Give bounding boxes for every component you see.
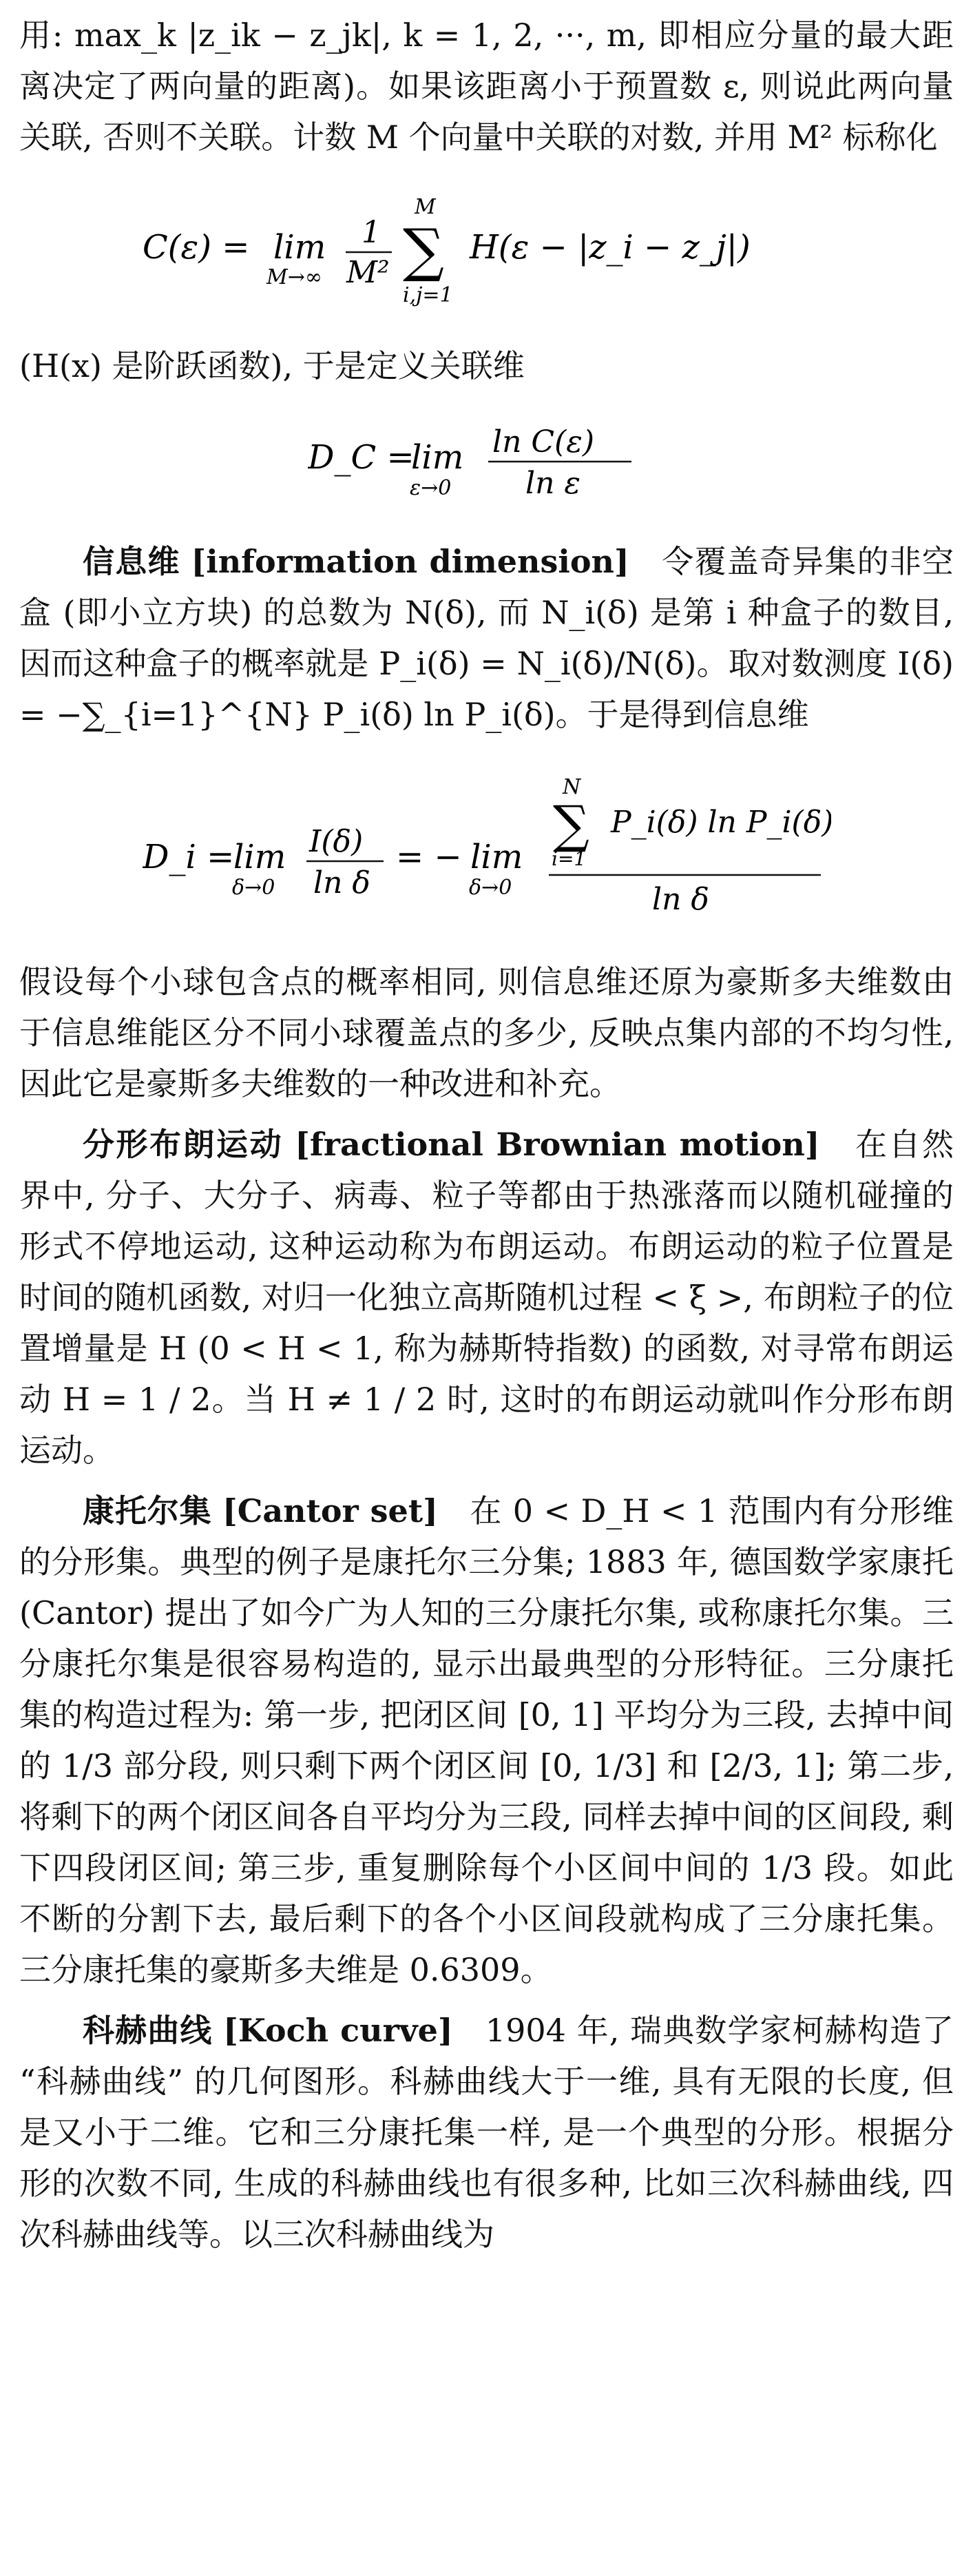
term-fbm-en: [fractional Brownian motion] — [295, 1126, 820, 1163]
dc-num: ln C(ε) — [492, 424, 594, 460]
di-lim: lim — [233, 838, 286, 876]
di-den1: ln δ — [313, 865, 370, 900]
di-sum-sign: ∑ — [552, 795, 589, 854]
section-information-dimension — [19, 536, 954, 740]
corr-frac-den: M² — [346, 255, 390, 290]
equation-di-svg — [143, 779, 831, 930]
di-lim2-sub: δ→0 — [468, 876, 512, 900]
term-cantor-en: [Cantor set] — [222, 1492, 438, 1529]
di-sum-bot: i=1 — [551, 847, 586, 870]
corr-sum-sign: ∑ — [402, 216, 444, 284]
term-information-dimension-en: [information dimension] — [191, 543, 629, 580]
dc-lhs: D_C = — [307, 438, 415, 477]
corr-lhs: C(ε) = — [142, 228, 249, 267]
term-cantor-zh: 康托尔集 — [83, 1492, 212, 1529]
corr-sum-top: M — [414, 195, 436, 219]
di-den2: ln δ — [651, 882, 709, 917]
equation-information-dimension — [19, 779, 954, 930]
equation-dc-svg — [308, 412, 666, 508]
di-num1: I(δ) — [308, 824, 363, 859]
paragraph-correlation-intro: 用: max_k |z_ik − z_jk|, k = 1, 2, ···, m, 即相应分量的最大距离决定了两向量的距离)。如果该距离小于预置数 ε, 则说此两向量关联, 否则不关联。计数 M 个向量中关联的对数, 并用 M² 标称化 — [19, 17, 954, 156]
dc-lim-sub: ε→0 — [409, 476, 451, 500]
di-lim-sub: δ→0 — [231, 876, 275, 900]
term-information-dimension-zh: 信息维 — [83, 543, 180, 580]
di-num2-tail: P_i(δ) ln P_i(δ) — [610, 805, 831, 840]
cantor-body: 在 0 < D_H < 1 范围内有分形维的分形集。典型的例子是康托尔三分集; 1883 年, 德国数学家康托 (Cantor) 提出了如今广为人知的三分康托尔集, 或称康托尔集。三分康托尔集是很容易构造的, 显示出最典型的分形特征。三分康托集的构造过程为: 第一步, 把闭区间 [0, 1] 平均分为三段, 去掉中间的 1/3 部分段, 则只剩下两个闭区间 [0, 1/3] 和 [2/3, 1]; 第二步, 将剩下的两个闭区间各自平均分为三段, 同样去掉中间的区间段, 剩下四段闭区间; 第三步, 重复删除每个小区间中间的 1/3 段。如此不断的分割下去, 最后剩下的各个小区间段就构成了三分康托集。三分康托集的豪斯多夫维是 0.6309。 — [19, 1492, 954, 1988]
paragraph-information-dimension-note: 假设每个小球包含点的概率相同, 则信息维还原为豪斯多夫维数由于信息维能区分不同小球覆盖点的多少, 反映点集内部的不均匀性, 因此它是豪斯多夫维数的一种改进和补充。 — [19, 963, 954, 1102]
dc-den: ln ε — [525, 466, 580, 501]
corr-lim-sub: M→∞ — [266, 265, 322, 289]
corr-sum-bot: i,j=1 — [402, 283, 453, 307]
term-koch-en: [Koch curve] — [223, 2012, 453, 2049]
paragraph-step-function: (H(x) 是阶跃函数), 于是定义关联维 — [19, 347, 525, 384]
corr-frac-num: 1 — [361, 215, 381, 250]
di-lhs: D_i = — [142, 838, 234, 876]
corr-rhs: H(ε − |z_i − z_j|) — [469, 228, 751, 267]
term-koch-zh: 科赫曲线 — [83, 2012, 213, 2049]
di-lim2: lim — [470, 838, 523, 876]
term-fbm-zh: 分形布朗运动 — [83, 1126, 284, 1163]
section-cantor-set — [19, 1485, 954, 1995]
equation-correlation-svg — [143, 193, 831, 310]
information-dimension-body: 令覆盖奇异集的非空盒 (即小立方块) 的总数为 N(δ), 而 N_i(δ) 是第 i 种盒子的数目, 因而这种盒子的概率就是 P_i(δ) = N_i(δ)/N(δ)。取对数测度 I(δ) = −∑_{i=1}^{N} P_i(δ) ln P_i(δ)。于是得到信息维 — [19, 543, 954, 733]
section-fractional-brownian-motion — [19, 1119, 954, 1476]
koch-body: 1904 年, 瑞典数学家柯赫构造了 “科赫曲线” 的几何图形。科赫曲线大于一维, 具有无限的长度, 但是又小于二维。它和三分康托集一样, 是一个典型的分形。根据分形的次数不同, 生成的科赫曲线也有很多种, 比如三次科赫曲线, 四次科赫曲线等。以三次科赫曲线为 — [19, 2012, 954, 2253]
corr-lim: lim — [273, 228, 326, 267]
di-mid: = − — [395, 838, 462, 876]
dc-lim: lim — [410, 438, 463, 477]
di-sum-top: N — [562, 779, 580, 799]
equation-correlation-dimension — [19, 412, 954, 508]
fbm-body: 在自然界中, 分子、大分子、病毒、粒子等都由于热涨落而以随机碰撞的形式不停地运动, 这种运动称为布朗运动。布朗运动的粒子位置是时间的随机函数, 对归一化独立高斯随机过程 < ξ >, 布朗粒子的位置增量是 H (0 < H < 1, 称为赫斯特指数) 的函数, 对寻常布朗运动 H = 1 / 2。当 H ≠ 1 / 2 时, 这时的布朗运动就叫作分形布朗运动。 — [19, 1126, 954, 1469]
section-koch-curve — [19, 2005, 954, 2260]
equation-correlation-integral — [19, 193, 954, 310]
